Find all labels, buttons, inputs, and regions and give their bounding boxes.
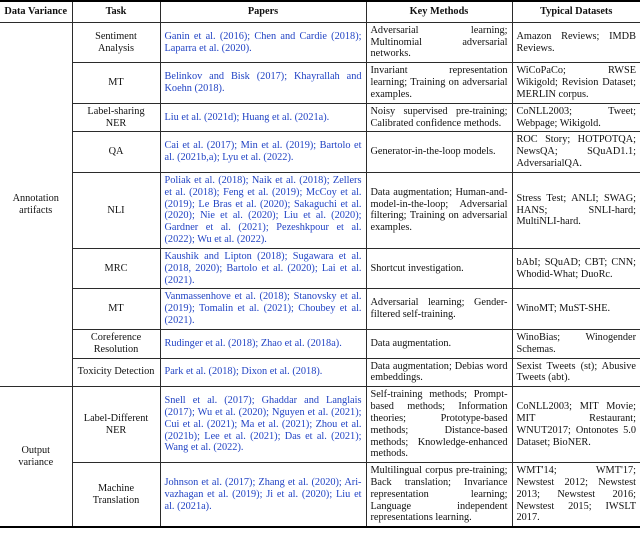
header-typical-datasets: Typical Datasets <box>512 1 640 22</box>
key-methods-cell: Data augmentation; Debias word embeddings. <box>366 358 512 387</box>
key-methods-cell: Adversarial learning; Multinomial adversarial networks. <box>366 22 512 62</box>
row-coreference-resolution <box>0 329 640 358</box>
row-mrc <box>0 248 640 288</box>
datasets-cell: WinoMT; MuST-SHE. <box>512 289 640 329</box>
key-methods-cell: Data augmentation; Human-and-model-in-the-loop; Adversarial filtering; Training on adversarial examples. <box>366 172 512 248</box>
papers-cell[interactable]: Kaushik and Lipton (2018); Sugawara et al. (2018, 2020); Bartolo et al. (2020); Lai et al. (2021). <box>160 248 366 288</box>
task-cell: Coreference Resolution <box>72 329 160 358</box>
task-cell: MRC <box>72 248 160 288</box>
papers-cell[interactable]: Johnson et al. (2017); Zhang et al. (2020); Ari-vazhagan et al. (2019); Ji et al. (2020); Liu et al. (2021a). <box>160 463 366 528</box>
group-cell-output-variance: Output variance <box>0 387 72 528</box>
datasets-cell: CoNLL2003; MIT Movie; MIT Restaurant; WNUT2017; Ontonotes 5.0 Dataset; BioNER. <box>512 387 640 463</box>
key-methods-cell: Shortcut investigation. <box>366 248 512 288</box>
header-data-variance: Data Variance <box>0 1 72 22</box>
papers-cell[interactable]: Park et al. (2018); Dixon et al. (2018). <box>160 358 366 387</box>
datasets-cell: Stress Test; ANLI; SWAG; HANS; SNLI-hard; MultiNLI-hard. <box>512 172 640 248</box>
key-methods-cell: Multilingual corpus pre-training; Back translation; Invariance representation learning; Language independent representations learning. <box>366 463 512 528</box>
papers-cell[interactable]: Snell et al. (2017); Ghaddar and Langlais (2017); Wu et al. (2020); Nguyen et al. (2021); Cui et al. (2021); Ma et al. (2021); Zhou et al. (2021b); Lee et al. (2021); Das et al. (2021); Wang et al. (2022). <box>160 387 366 463</box>
header-key-methods: Key Methods <box>366 1 512 22</box>
task-cell: NLI <box>72 172 160 248</box>
key-methods-cell: Adversarial learning; Gender-filtered self-training. <box>366 289 512 329</box>
datasets-cell: bAbI; SQuAD; CBT; CNN; Whodid-What; DuoRc. <box>512 248 640 288</box>
header-task: Task <box>72 1 160 22</box>
task-cell: Toxicity Detection <box>72 358 160 387</box>
papers-cell[interactable]: Poliak et al. (2018); Naik et al. (2018); Zellers et al. (2018); Feng et al. (2019); McCoy et al. (2019); Le Bras et al. (2020); Sakaguchi et al. (2020); Nie et al. (2020); Liu et al. (2020); Gardner et al. (2021); Pezeshkpour et al. (2022); Wu et al. (2022). <box>160 172 366 248</box>
papers-cell[interactable]: Ganin et al. (2016); Chen and Cardie (2018); Laparra et al. (2020). <box>160 22 366 62</box>
papers-cell[interactable]: Liu et al. (2021d); Huang et al. (2021a). <box>160 103 366 132</box>
datasets-cell: CoNLL2003; Tweet; Webpage; Wikigold. <box>512 103 640 132</box>
task-cell: MT <box>72 63 160 103</box>
papers-cell[interactable]: Belinkov and Bisk (2017); Khayrallah and Koehn (2018). <box>160 63 366 103</box>
row-machine-translation <box>0 463 640 528</box>
group-cell-annotation-artifacts: Annotation artifacts <box>0 22 72 386</box>
task-cell: Machine Translation <box>72 463 160 528</box>
key-methods-cell: Data augmentation. <box>366 329 512 358</box>
key-methods-cell: Invariant representation learning; Training on adversarial examples. <box>366 63 512 103</box>
datasets-cell: Sexist Tweets (st); Abusive Tweets (abt). <box>512 358 640 387</box>
datasets-cell: WiCoPaCo; RWSE Wikigold; Revision Dataset; MERLIN corpus. <box>512 63 640 103</box>
task-cell: Sentiment Analysis <box>72 22 160 62</box>
row-toxicity-detection <box>0 358 640 387</box>
task-cell: MT <box>72 289 160 329</box>
row-nli <box>0 172 640 248</box>
row-mt-gender <box>0 289 640 329</box>
task-cell: QA <box>72 132 160 172</box>
key-methods-cell: Generator-in-the-loop models. <box>366 132 512 172</box>
datasets-cell: WinoBias; Winogender Schemas. <box>512 329 640 358</box>
task-cell: Label-sharing NER <box>72 103 160 132</box>
papers-cell[interactable]: Rudinger et al. (2018); Zhao et al. (2018a). <box>160 329 366 358</box>
row-label-different-ner <box>0 387 640 463</box>
row-qa <box>0 132 640 172</box>
datasets-cell: WMT'14; WMT'17; Newstest 2012; Newstest 2013; Newstest 2016; Newstest 2015; IWSLT 2017. <box>512 463 640 528</box>
key-methods-cell: Noisy supervised pre-training; Calibrated confidence methods. <box>366 103 512 132</box>
datasets-cell: ROC Story; HOTPOTQA; NewsQA; SQuAD1.1; AdversarialQA. <box>512 132 640 172</box>
row-label-sharing-ner <box>0 103 640 132</box>
task-cell: Label-Different NER <box>72 387 160 463</box>
row-mt-annotation <box>0 63 640 103</box>
papers-cell[interactable]: Vanmassenhove et al. (2018); Stanovsky et al. (2019); Tomalin et al. (2021); Choubey et al. (2021). <box>160 289 366 329</box>
header-papers: Papers <box>160 1 366 22</box>
key-methods-cell: Self-training methods; Prompt-based methods; Information theories; Prototype-based methods; Distance-based methods; Knowledge-enhanced methods. <box>366 387 512 463</box>
row-sentiment-analysis <box>0 22 640 62</box>
papers-cell[interactable]: Cai et al. (2017); Min et al. (2019); Bartolo et al. (2021b,a); Lyu et al. (2022). <box>160 132 366 172</box>
datasets-cell: Amazon Reviews; IMDB Reviews. <box>512 22 640 62</box>
table-header-row <box>0 1 640 22</box>
